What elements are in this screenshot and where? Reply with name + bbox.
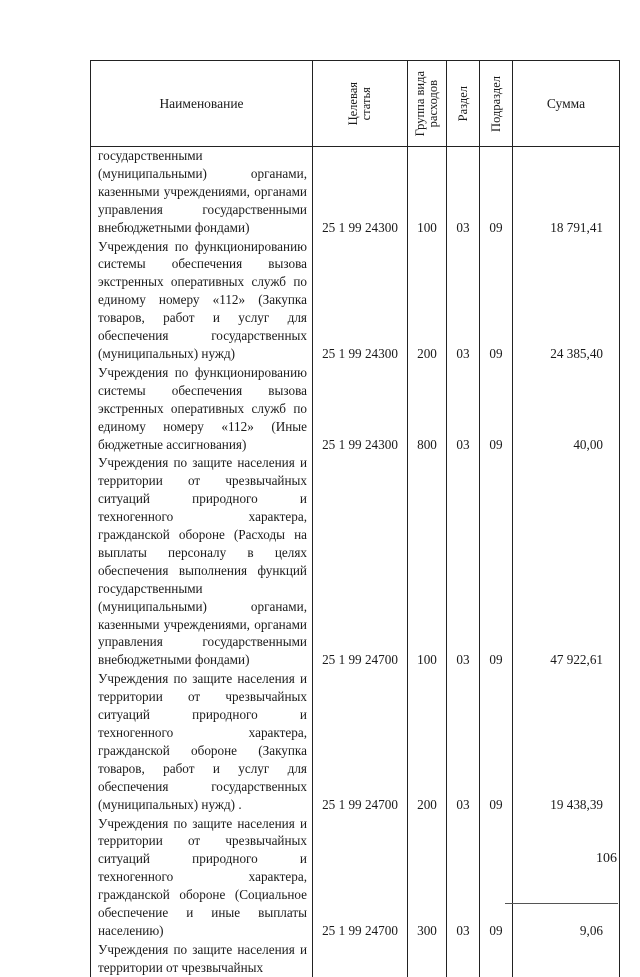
row-expense-group: 100 bbox=[408, 147, 447, 238]
table-row bbox=[91, 815, 620, 941]
table-row bbox=[91, 454, 620, 670]
row-section: 03 bbox=[447, 364, 480, 455]
row-subsection: 09 bbox=[480, 815, 513, 941]
row-subsection: 09 bbox=[480, 147, 513, 238]
row-sum: 9,06 bbox=[513, 815, 620, 941]
header-subsection: Подраздел bbox=[480, 61, 513, 147]
header-target-article: Целевая статья bbox=[313, 61, 408, 147]
row-name: Учреждения по защите населения и территории от чрезвычайных bbox=[91, 941, 313, 977]
row-expense-group: 100 bbox=[408, 454, 447, 670]
table-row bbox=[91, 147, 620, 238]
row-subsection: 09 bbox=[480, 364, 513, 455]
table-header-row bbox=[91, 61, 620, 147]
row-expense-group: 200 bbox=[408, 670, 447, 814]
table-row bbox=[91, 238, 620, 364]
row-name: Учреждения по защите населения и территории от чрезвычайных ситуаций природного и техногенного характера, гражданской обороне (Социальное обеспечение и иные выплаты населению) bbox=[91, 815, 313, 941]
row-section: 03 bbox=[447, 238, 480, 364]
row-section: 03 bbox=[447, 670, 480, 814]
row-name: Учреждения по защите населения и территории от чрезвычайных ситуаций природного и техногенного характера, гражданской обороне (Закупка товаров, работ и услуг для обеспечения государственных (муниципальных) нужд) . bbox=[91, 670, 313, 814]
row-sum: 18 791,41 bbox=[513, 147, 620, 238]
row-name: государственными (муниципальными) органами, казенными учреждениями, органами управления государственными внебюджетными фондами) bbox=[91, 147, 313, 238]
row-target-article: 25 1 99 24300 bbox=[313, 147, 408, 238]
row-section bbox=[447, 941, 480, 977]
row-expense-group: 800 bbox=[408, 364, 447, 455]
row-section: 03 bbox=[447, 147, 480, 238]
budget-table bbox=[90, 60, 620, 977]
row-sum: 19 438,39 bbox=[513, 670, 620, 814]
header-name: Наименование bbox=[91, 61, 313, 147]
row-subsection: 09 bbox=[480, 670, 513, 814]
row-name: Учреждения по защите населения и территории от чрезвычайных ситуаций природного и техногенного характера, гражданской обороне (Расходы на выплаты персоналу в целях обеспечения выполнения функций государственными (муниципальными) органами, казенными учреждениями, органами управления государственными внебюджетными фондами) bbox=[91, 454, 313, 670]
row-subsection: 09 bbox=[480, 454, 513, 670]
row-target-article: 25 1 99 24700 bbox=[313, 670, 408, 814]
row-section: 03 bbox=[447, 454, 480, 670]
page-number: 106 bbox=[596, 851, 617, 866]
row-section: 03 bbox=[447, 815, 480, 941]
row-subsection: 09 bbox=[480, 238, 513, 364]
row-expense-group: 300 bbox=[408, 815, 447, 941]
table-row bbox=[91, 670, 620, 814]
row-name: Учреждения по функционированию системы обеспечения вызова экстренных оперативных служб по единому номеру «112» (Иные бюджетные ассигнования) bbox=[91, 364, 313, 455]
row-sum: 40,00 bbox=[513, 364, 620, 455]
header-expense-group: Группа вида расходов bbox=[408, 61, 447, 147]
header-sum: Сумма bbox=[513, 61, 620, 147]
row-target-article: 25 1 99 24300 bbox=[313, 238, 408, 364]
row-sum: 47 922,61 bbox=[513, 454, 620, 670]
row-sum: 24 385,40 bbox=[513, 238, 620, 364]
row-name: Учреждения по функционированию системы обеспечения вызова экстренных оперативных служб по единому номеру «112» (Закупка товаров, работ и услуг для обеспечения государственных (муниципальных) нужд) bbox=[91, 238, 313, 364]
footer-rule bbox=[505, 903, 618, 904]
row-expense-group bbox=[408, 941, 447, 977]
row-expense-group: 200 bbox=[408, 238, 447, 364]
row-target-article bbox=[313, 941, 408, 977]
header-section: Раздел bbox=[447, 61, 480, 147]
table-row bbox=[91, 941, 620, 977]
row-sum bbox=[513, 941, 620, 977]
table-row bbox=[91, 364, 620, 455]
row-target-article: 25 1 99 24700 bbox=[313, 815, 408, 941]
row-target-article: 25 1 99 24700 bbox=[313, 454, 408, 670]
row-target-article: 25 1 99 24300 bbox=[313, 364, 408, 455]
row-subsection bbox=[480, 941, 513, 977]
